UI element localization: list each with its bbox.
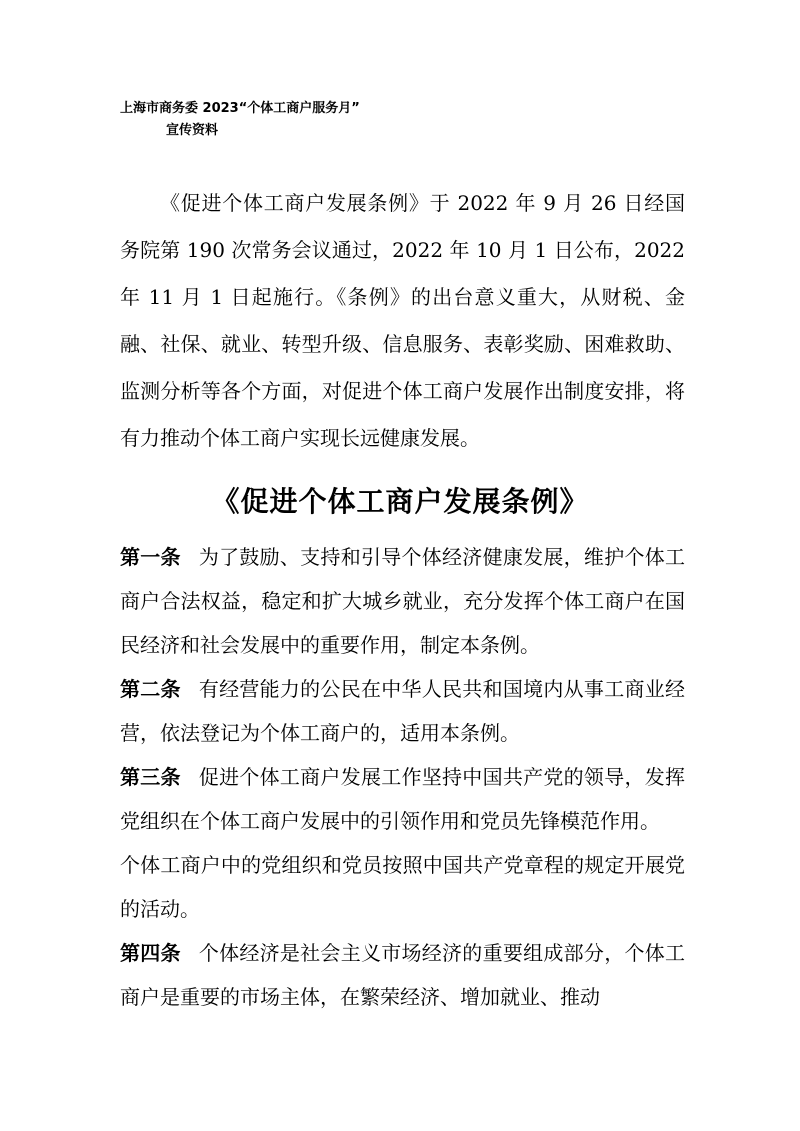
document-header xyxy=(120,98,360,142)
article-4 xyxy=(120,931,685,1019)
article-text: 有经营能力的公民在中华人民共和国境内从事工商业经营，依法登记为个体工商户的，适用本条例。 xyxy=(120,677,686,745)
article-2 xyxy=(120,667,685,755)
article-text: 个体工商户中的党组织和党员按照中国共产党章程的规定开展党的活动。 xyxy=(120,853,685,921)
article-label: 第四条 xyxy=(120,941,181,965)
article-label: 第二条 xyxy=(120,677,181,701)
articles-list xyxy=(120,535,685,1019)
article-3-paragraph-2 xyxy=(120,843,685,931)
header-line-1: 上海市商务委 2023“个体工商户服务月” xyxy=(120,101,360,116)
article-label: 第三条 xyxy=(120,765,181,789)
article-text: 促进个体工商户发展工作坚持中国共产党的领导，发挥党组织在个体工商户发展中的引领作用和党员先锋模范作用。 xyxy=(120,765,686,833)
intro-paragraph: 《促进个体工商户发展条例》于 2022 年 9 月 26 日经国务院第 190 次常务会议通过，2022 年 10 月 1 日公布，2022 年 11 月 1 日起施行。《条例》的出台意义重大，从财税、金融、社保、就业、转型升级、信息服务、表彰奖励、困难救助、监测分析等各个方面，对促进个体工商户发展作出制度安排，将有力推动个体工商户实现长远健康发展。 xyxy=(120,191,685,450)
article-text: 为了鼓励、支持和引导个体经济健康发展，维护个体工商户合法权益，稳定和扩大城乡就业，充分发挥个体工商户在国民经济和社会发展中的重要作用，制定本条例。 xyxy=(120,545,686,657)
regulation-title: 《促进个体工商户发展条例》 xyxy=(211,485,589,518)
article-text: 个体经济是社会主义市场经济的重要组成部分，个体工商户是重要的市场主体，在繁荣经济、增加就业、推动 xyxy=(120,941,686,1009)
article-label: 第一条 xyxy=(120,545,181,569)
header-line-2: 宣传资料 xyxy=(166,123,219,138)
article-3 xyxy=(120,755,685,843)
article-1 xyxy=(120,535,685,667)
